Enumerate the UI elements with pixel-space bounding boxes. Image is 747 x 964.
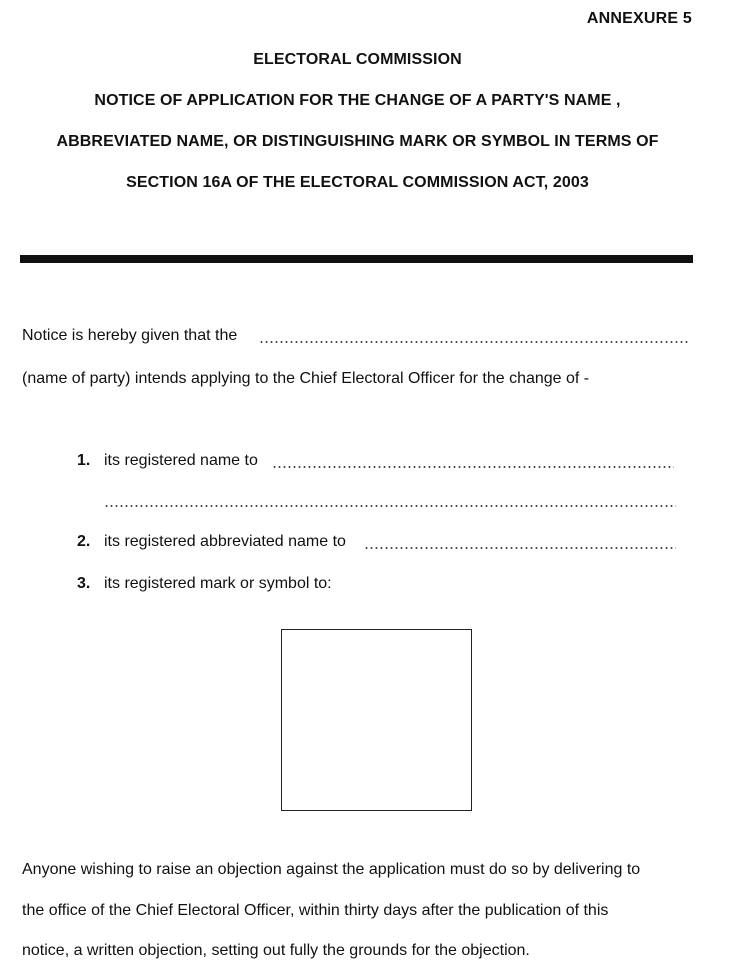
item-1-text: its registered name to <box>104 452 258 469</box>
item-3-number: 3. <box>77 575 91 592</box>
closing-line-3: notice, a written objection, setting out fully the grounds for the objection. <box>22 942 530 959</box>
annexure-label: ANNEXURE 5 <box>586 10 692 27</box>
party-name-blank <box>259 341 689 343</box>
item-1-number: 1. <box>77 452 91 469</box>
heading-title-line-2: ABBREVIATED NAME, OR DISTINGUISHING MARK OR SYMBOL IN TERMS OF <box>56 133 659 150</box>
closing-line-1: Anyone wishing to raise an objection against the application must do so by delivering to <box>22 861 641 878</box>
heading-divider <box>20 255 693 263</box>
closing-line-2: the office of the Chief Electoral Officer, within thirty days after the publication of this <box>22 902 609 919</box>
item-3-text: its registered mark or symbol to: <box>104 575 332 592</box>
new-name-blank-2 <box>104 505 676 507</box>
notice-line-1: Notice is hereby given that the <box>22 327 238 344</box>
heading-title-line-1: NOTICE OF APPLICATION FOR THE CHANGE OF A PARTY'S NAME , <box>94 92 621 109</box>
item-2-text: its registered abbreviated name to <box>104 533 346 550</box>
heading-commission: ELECTORAL COMMISSION <box>253 51 462 68</box>
abbreviated-name-blank <box>364 547 676 549</box>
notice-line-2: (name of party) intends applying to the Chief Electoral Officer for the change of - <box>22 370 590 387</box>
heading-title-line-3: SECTION 16A OF THE ELECTORAL COMMISSION ACT, 2003 <box>126 174 589 191</box>
new-name-blank-1 <box>272 466 674 468</box>
item-2-number: 2. <box>77 533 91 550</box>
symbol-box <box>281 629 472 811</box>
